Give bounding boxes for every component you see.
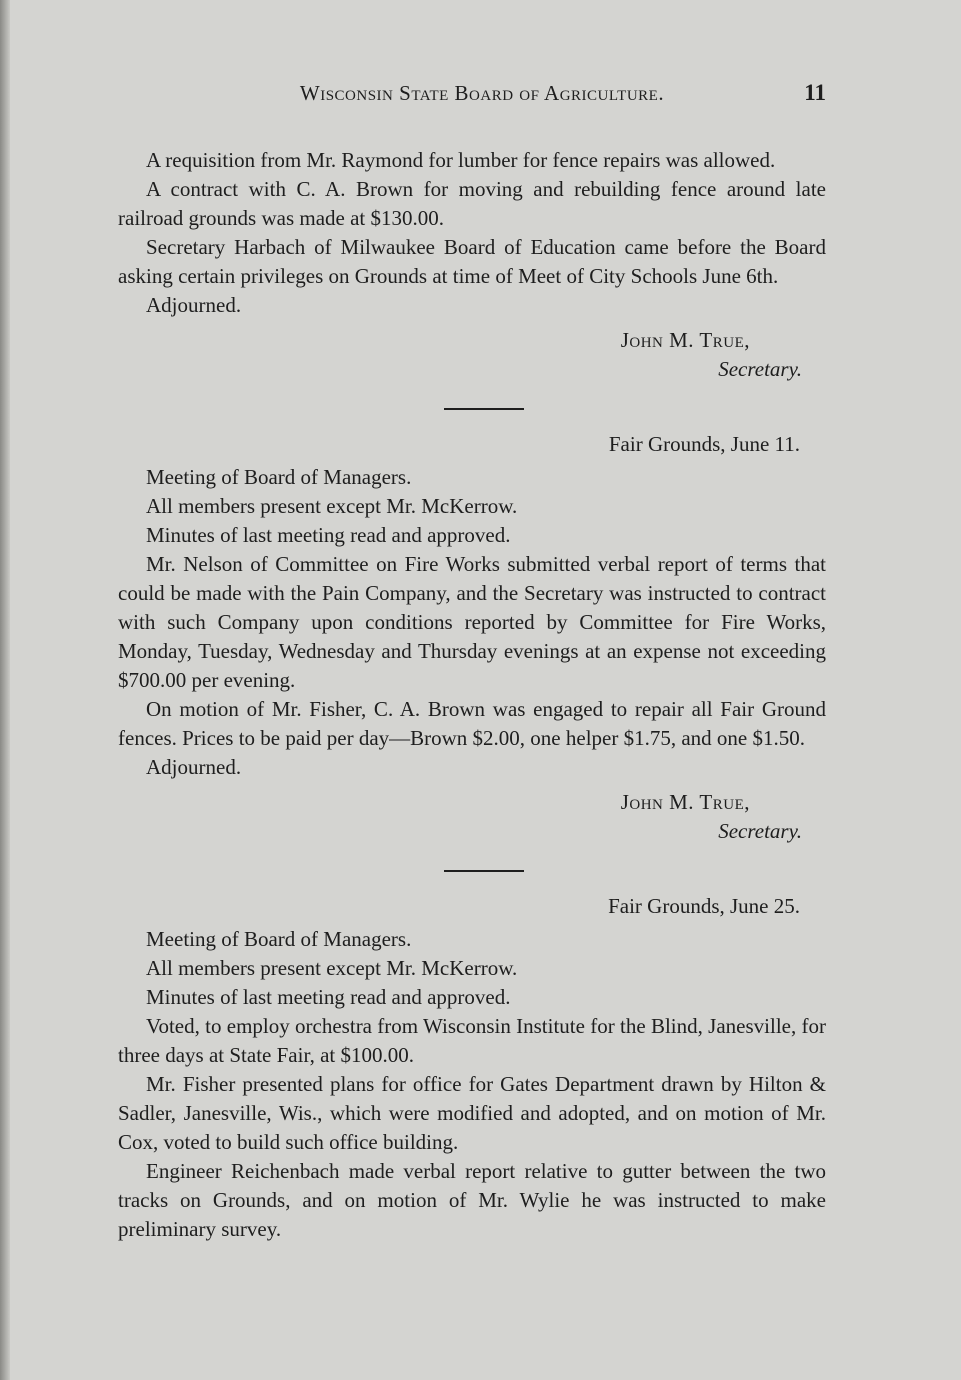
paragraph: A contract with C. A. Brown for moving and rebuilding fence around late railroad grounds was made at $130.00.: [118, 177, 826, 230]
paragraph: A requisition from Mr. Raymond for lumber for fence repairs was allowed.: [146, 148, 776, 172]
document-page: [118, 80, 826, 1244]
section-divider: [444, 408, 524, 410]
paragraph: Minutes of last meeting read and approved.: [146, 985, 511, 1009]
paragraph: Mr. Fisher presented plans for office for Gates Department drawn by Hilton & Sadler, Janesville, Wis., which were modified and adopted, and on motion of Mr. Cox, voted to build such office building.: [118, 1072, 826, 1154]
paragraph: Meeting of Board of Managers.: [146, 927, 412, 951]
signature-block: [118, 326, 826, 384]
signature-block: [118, 788, 826, 846]
paragraph: All members present except Mr. McKerrow.: [146, 956, 518, 980]
running-head: [118, 80, 826, 116]
paragraph: Engineer Reichenbach made verbal report relative to gutter between the two tracks on Grounds, and on motion of Mr. Wylie he was instructed to make preliminary survey.: [118, 1159, 826, 1241]
paragraph: Voted, to employ orchestra from Wisconsin Institute for the Blind, Janesville, for three days at State Fair, at $100.00.: [118, 1014, 826, 1067]
adjourned-line: Adjourned.: [146, 293, 242, 317]
minutes-section-3: [118, 892, 826, 1244]
page-binding-edge: [0, 0, 10, 1380]
minutes-section-1: [118, 146, 826, 384]
paragraph: Minutes of last meeting read and approved.: [146, 523, 511, 547]
adjourned-line: Adjourned.: [146, 755, 242, 779]
signature-name: John M. True,: [620, 328, 750, 352]
paragraph: Meeting of Board of Managers.: [146, 465, 412, 489]
paragraph: Mr. Nelson of Committee on Fire Works submitted verbal report of terms that could be made with the Pain Company, and the Secretary was instructed to contract with such Company upon conditions reported by Committee for Fire Works, Monday, Tuesday, Wednesday and Thursday evenings at an expense not exceeding $700.00 per evening.: [118, 552, 826, 692]
running-title: Wisconsin State Board of Agriculture.: [299, 81, 665, 105]
minutes-section-2: [118, 430, 826, 846]
paragraph: On motion of Mr. Fisher, C. A. Brown was engaged to repair all Fair Ground fences. Prices to be paid per day—Brown $2.00, one helper $1.75, and one $1.50.: [118, 697, 826, 750]
section-divider: [444, 870, 524, 872]
paragraph: Secretary Harbach of Milwaukee Board of Education came before the Board asking certain privileges on Grounds at time of Meet of City Schools June 6th.: [118, 235, 826, 288]
signature-title: Secretary.: [718, 357, 802, 381]
page-number: 11: [804, 80, 826, 105]
signature-title: Secretary.: [718, 819, 802, 843]
paragraph: All members present except Mr. McKerrow.: [146, 494, 518, 518]
dateline: Fair Grounds, June 11.: [608, 432, 800, 456]
signature-name: John M. True,: [620, 790, 750, 814]
dateline: Fair Grounds, June 25.: [608, 894, 800, 918]
